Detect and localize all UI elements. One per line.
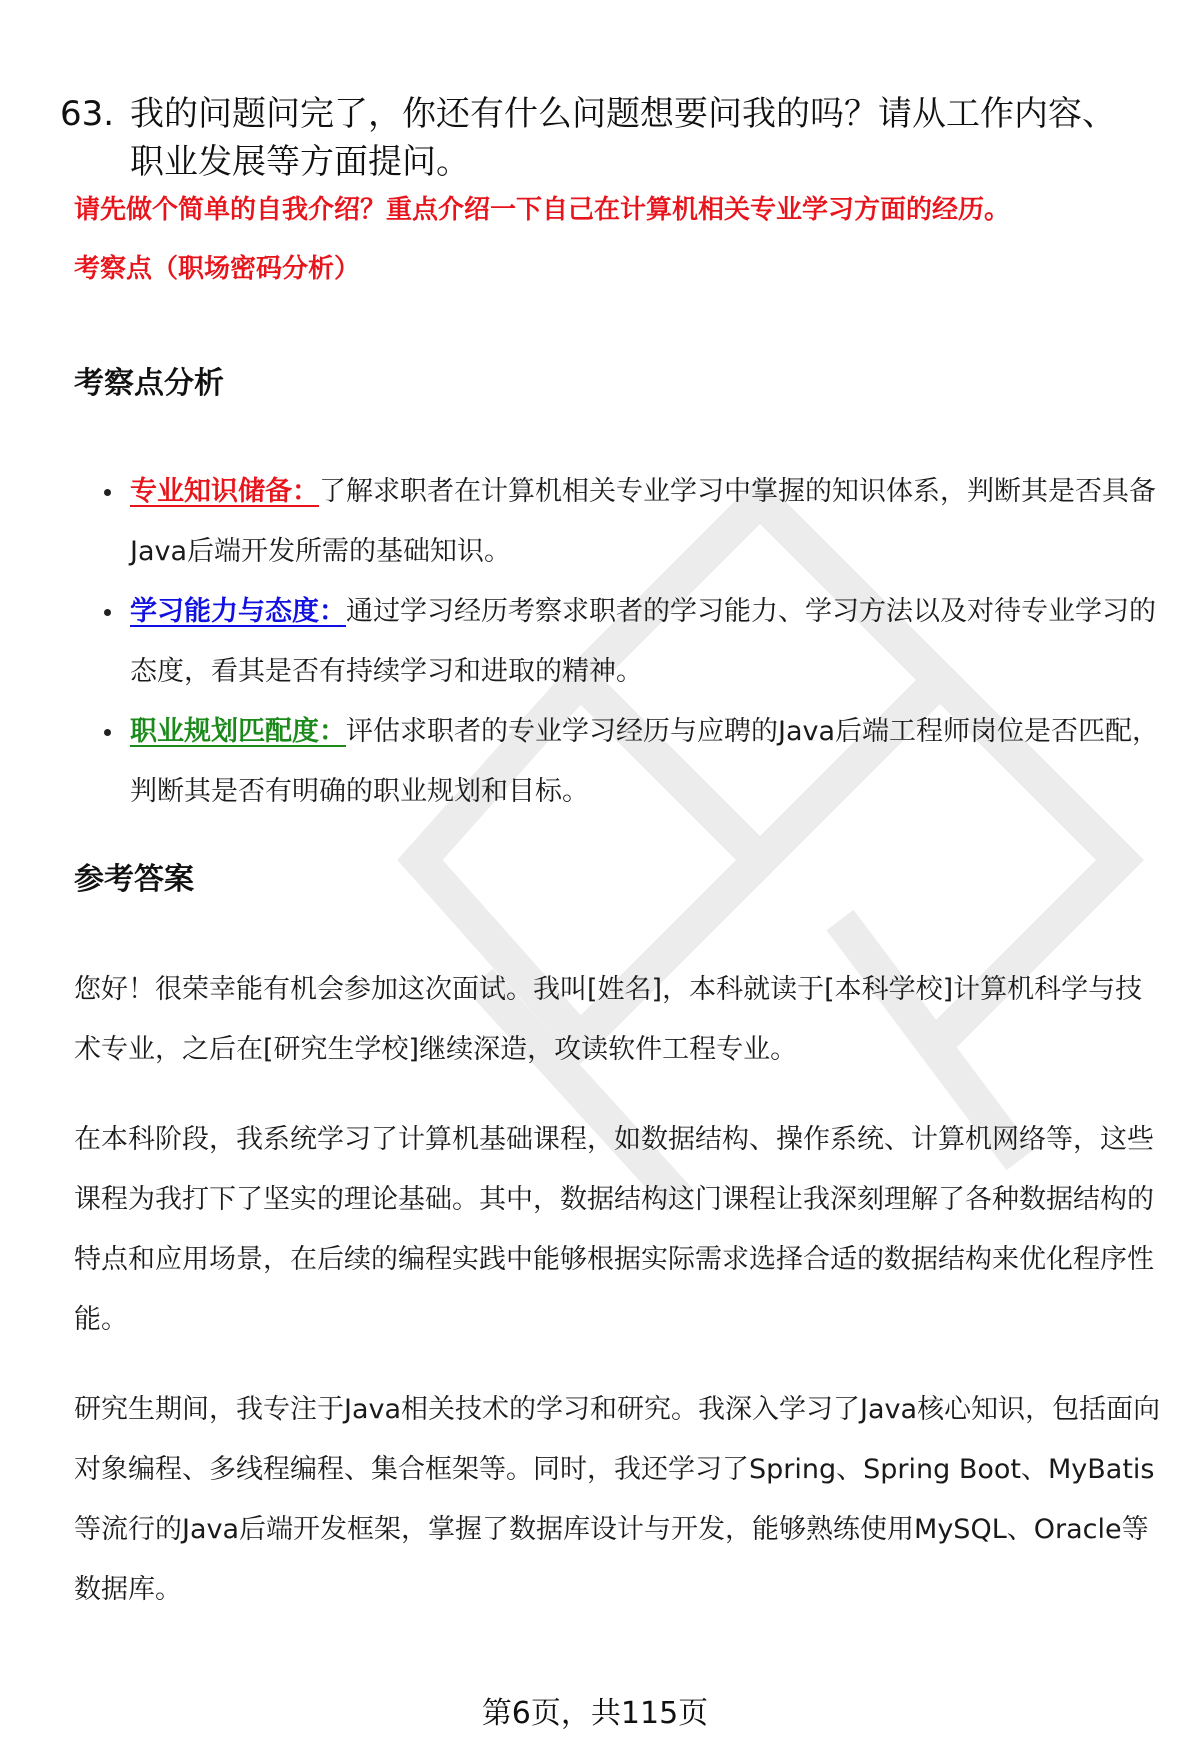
analysis-list — [100, 462, 1160, 822]
prompt-line: 请先做个简单的自我介绍？重点介绍一下自己在计算机相关专业学习方面的经历。 — [74, 195, 1011, 225]
answer-paragraph: 在本科阶段，我系统学习了计算机基础课程，如数据结构、操作系统、计算机网络等，这些课程为我打下了坚实的理论基础。其中，数据结构这门课程让我深刻理解了各种数据结构的特点和应用场景，在后续的编程实践中能够根据实际需求选择合适的数据结构来优化程序性能。 — [74, 1124, 1154, 1335]
analysis-item — [100, 462, 1160, 582]
question-number: 63. — [60, 94, 115, 134]
answer-paragraph: 您好！很荣幸能有机会参加这次面试。我叫[姓名]，本科就读于[本科学校]计算机科学与技术专业，之后在[研究生学校]继续深造，攻读软件工程专业。 — [74, 974, 1143, 1065]
analysis-item-label: 学习能力与态度： — [130, 596, 346, 627]
page-footer: 第6页，共115页 — [481, 1696, 709, 1731]
analysis-item-text: 了解求职者在计算机相关专业学习中掌握的知识体系，判断其是否具备Java后端开发所需的基础知识。 — [130, 476, 1156, 567]
bullet-icon — [104, 609, 111, 616]
analysis-item — [100, 702, 1160, 822]
question-text: 我的问题问完了，你还有什么问题想要问我的吗？请从工作内容、职业发展等方面提问。 — [130, 94, 1116, 182]
bullet-icon — [104, 489, 111, 496]
analysis-item-text: 通过学习经历考察求职者的学习能力、学习方法以及对待专业学习的态度，看其是否有持续学习和进取的精神。 — [130, 596, 1156, 687]
analysis-item-text: 评估求职者的专业学习经历与应聘的Java后端工程师岗位是否匹配，判断其是否有明确的职业规划和目标。 — [130, 716, 1160, 807]
analysis-item — [100, 582, 1160, 702]
source-line: 考察点（职场密码分析） — [74, 254, 361, 284]
answer-heading: 参考答案 — [74, 862, 194, 897]
analysis-heading: 考察点分析 — [74, 366, 224, 401]
bullet-icon — [104, 729, 111, 736]
analysis-item-label: 专业知识储备： — [130, 476, 319, 507]
answer-paragraph: 研究生期间，我专注于Java相关技术的学习和研究。我深入学习了Java核心知识，包括面向对象编程、多线程编程、集合框架等。同时，我还学习了Spring、Spring Boot、MyBatis等流行的Java后端开发框架，掌握了数据库设计与开发，能够熟练使用MySQL、Oracle等数据库。 — [74, 1394, 1161, 1605]
analysis-item-label: 职业规划匹配度： — [130, 716, 346, 747]
question-title — [60, 90, 1140, 186]
